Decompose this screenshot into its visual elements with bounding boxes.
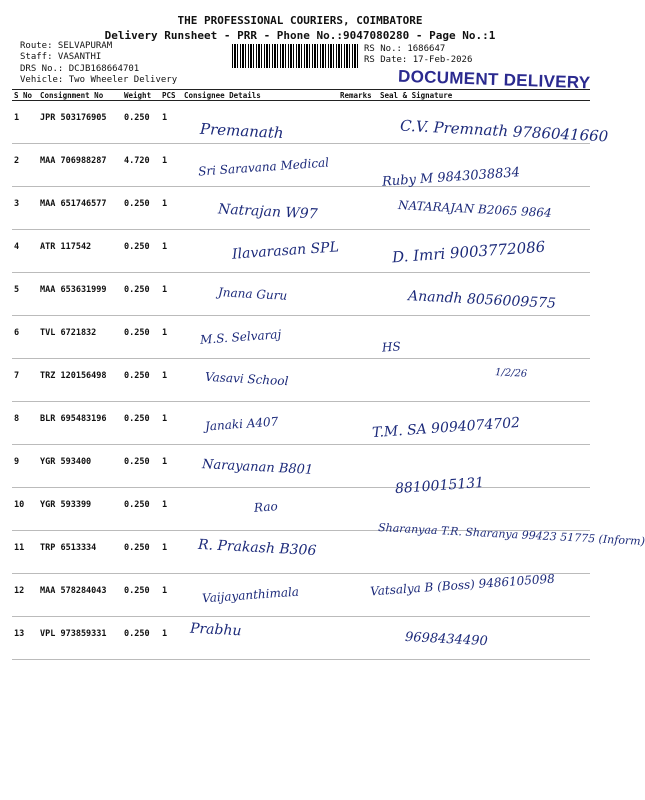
row-remarks: [338, 488, 378, 531]
row-sno: 6: [12, 316, 38, 359]
row-weight: 0.250: [122, 273, 160, 316]
handwritten-signature: D. Imri 9003772086: [391, 237, 546, 267]
row-pcs: 1: [160, 230, 182, 273]
row-sno: 13: [12, 617, 38, 660]
row-sno: 2: [12, 144, 38, 187]
row-consignment: JPR 503176905: [38, 101, 122, 144]
handwritten-signature: Sharanyaa T.R. Sharanya 99423 51775 (Inform): [377, 521, 645, 548]
row-pcs: 1: [160, 273, 182, 316]
row-remarks: [338, 101, 378, 144]
row-sno: 1: [12, 101, 38, 144]
handwritten-consignee: Vaijayanthimala: [201, 584, 300, 606]
row-sno: 9: [12, 445, 38, 488]
col-signature: Seal & Signature: [378, 90, 590, 101]
handwritten-signature: 9698434490: [404, 629, 489, 650]
row-pcs: 1: [160, 316, 182, 359]
row-weight: 0.250: [122, 101, 160, 144]
row-pcs: 1: [160, 187, 182, 230]
document-delivery-stamp: DOCUMENT DELIVERY: [397, 66, 591, 93]
handwritten-signature: Anandh 8056009575: [407, 288, 557, 312]
row-remarks: [338, 359, 378, 402]
row-weight: 0.250: [122, 187, 160, 230]
handwritten-consignee: Sri Saravana Medical: [197, 155, 330, 179]
row-remarks: [338, 316, 378, 359]
row-pcs: 1: [160, 574, 182, 617]
handwritten-signature: C.V. Premnath 9786041660: [399, 116, 609, 146]
row-consignment: MAA 578284043: [38, 574, 122, 617]
row-sno: 3: [12, 187, 38, 230]
row-sno: 12: [12, 574, 38, 617]
runsheet-subtitle: Delivery Runsheet - PRR - Phone No.:9047080280 - Page No.:1: [104, 29, 496, 42]
handwritten-consignee: Ilavarasan SPL: [231, 239, 340, 263]
row-consignment: MAA 651746577: [38, 187, 122, 230]
handwritten-signature: 8810015131: [394, 474, 485, 498]
row-consignment: YGR 593400: [38, 445, 122, 488]
table-header-row: [12, 90, 590, 101]
handwritten-signature: Ruby M 9843038834: [381, 165, 521, 190]
row-remarks: [338, 144, 378, 187]
row-remarks: [338, 531, 378, 574]
row-weight: 0.250: [122, 574, 160, 617]
handwritten-consignee: M.S. Selvaraj: [199, 327, 282, 347]
row-pcs: 1: [160, 101, 182, 144]
handwritten-consignee: Rao: [253, 499, 279, 515]
row-remarks: [338, 617, 378, 660]
row-pcs: 1: [160, 531, 182, 574]
col-consignment: Consignment No: [38, 90, 122, 101]
row-sno: 11: [12, 531, 38, 574]
row-pcs: 1: [160, 445, 182, 488]
handwritten-signature: 1/2/26: [494, 367, 528, 380]
table-row: [12, 488, 590, 531]
handwritten-consignee: Prabhu: [189, 620, 242, 640]
col-pcs: PCS: [160, 90, 182, 101]
row-consignment: VPL 973859331: [38, 617, 122, 660]
row-sno: 4: [12, 230, 38, 273]
handwritten-signature: T.M. SA 9094074702: [371, 414, 521, 442]
row-remarks: [338, 187, 378, 230]
row-sno: 8: [12, 402, 38, 445]
vehicle-label: Vehicle: Two Wheeler Delivery: [20, 75, 178, 85]
row-weight: 4.720: [122, 144, 160, 187]
col-sno: S No: [12, 90, 38, 101]
row-consignment: MAA 706988287: [38, 144, 122, 187]
row-weight: 0.250: [122, 402, 160, 445]
row-weight: 0.250: [122, 488, 160, 531]
row-remarks: [338, 230, 378, 273]
row-weight: 0.250: [122, 445, 160, 488]
row-remarks: [338, 445, 378, 488]
row-pcs: 1: [160, 402, 182, 445]
row-pcs: 1: [160, 488, 182, 531]
row-sno: 10: [12, 488, 38, 531]
row-weight: 0.250: [122, 531, 160, 574]
row-weight: 0.250: [122, 617, 160, 660]
row-consignment: MAA 653631999: [38, 273, 122, 316]
row-pcs: 1: [160, 617, 182, 660]
table-row: [12, 316, 590, 359]
handwritten-signature: NATARAJAN B2065 9864: [397, 197, 552, 221]
row-pcs: 1: [160, 144, 182, 187]
table-row: [12, 359, 590, 402]
row-weight: 0.250: [122, 316, 160, 359]
handwritten-consignee: Vasavi School: [204, 369, 289, 389]
handwritten-signature: Vatsalya B (Boss) 9486105098: [369, 571, 556, 599]
handwritten-consignee: Premanath: [199, 119, 285, 143]
handwritten-signature: HS: [381, 339, 402, 355]
row-consignment: YGR 593399: [38, 488, 122, 531]
handwritten-consignee: R. Prakash B306: [197, 536, 317, 560]
company-title: THE PROFESSIONAL COURIERS, COIMBATORE: [177, 14, 423, 27]
col-consignee: Consignee Details: [182, 90, 338, 101]
rs-number: RS No.: 1686647: [364, 44, 446, 54]
drs-number: DRS No.: DCJB168664701: [20, 64, 140, 74]
table-row: [12, 617, 590, 660]
row-signature: [378, 316, 590, 359]
staff-label: Staff: VASANTHI: [20, 52, 102, 62]
row-sno: 7: [12, 359, 38, 402]
row-pcs: 1: [160, 359, 182, 402]
route-label: Route: SELVAPURAM: [20, 41, 113, 51]
row-consignment: ATR 117542: [38, 230, 122, 273]
row-consignment: TRP 6513334: [38, 531, 122, 574]
row-consignment: BLR 695483196: [38, 402, 122, 445]
row-sno: 5: [12, 273, 38, 316]
row-remarks: [338, 273, 378, 316]
col-weight: Weight: [122, 90, 160, 101]
handwritten-consignee: Janaki A407: [204, 414, 279, 434]
rs-date: RS Date: 17-Feb-2026: [364, 55, 473, 65]
row-consignment: TRZ 120156498: [38, 359, 122, 402]
row-consignment: TVL 6721832: [38, 316, 122, 359]
col-remarks: Remarks: [338, 90, 378, 101]
handwritten-consignee: Narayanan B801: [201, 457, 314, 478]
row-signature: [378, 359, 590, 402]
handwritten-consignee: Jnana Guru: [217, 285, 288, 303]
row-weight: 0.250: [122, 230, 160, 273]
handwritten-consignee: Natrajan W97: [217, 201, 318, 223]
barcode: [232, 44, 360, 68]
row-weight: 0.250: [122, 359, 160, 402]
